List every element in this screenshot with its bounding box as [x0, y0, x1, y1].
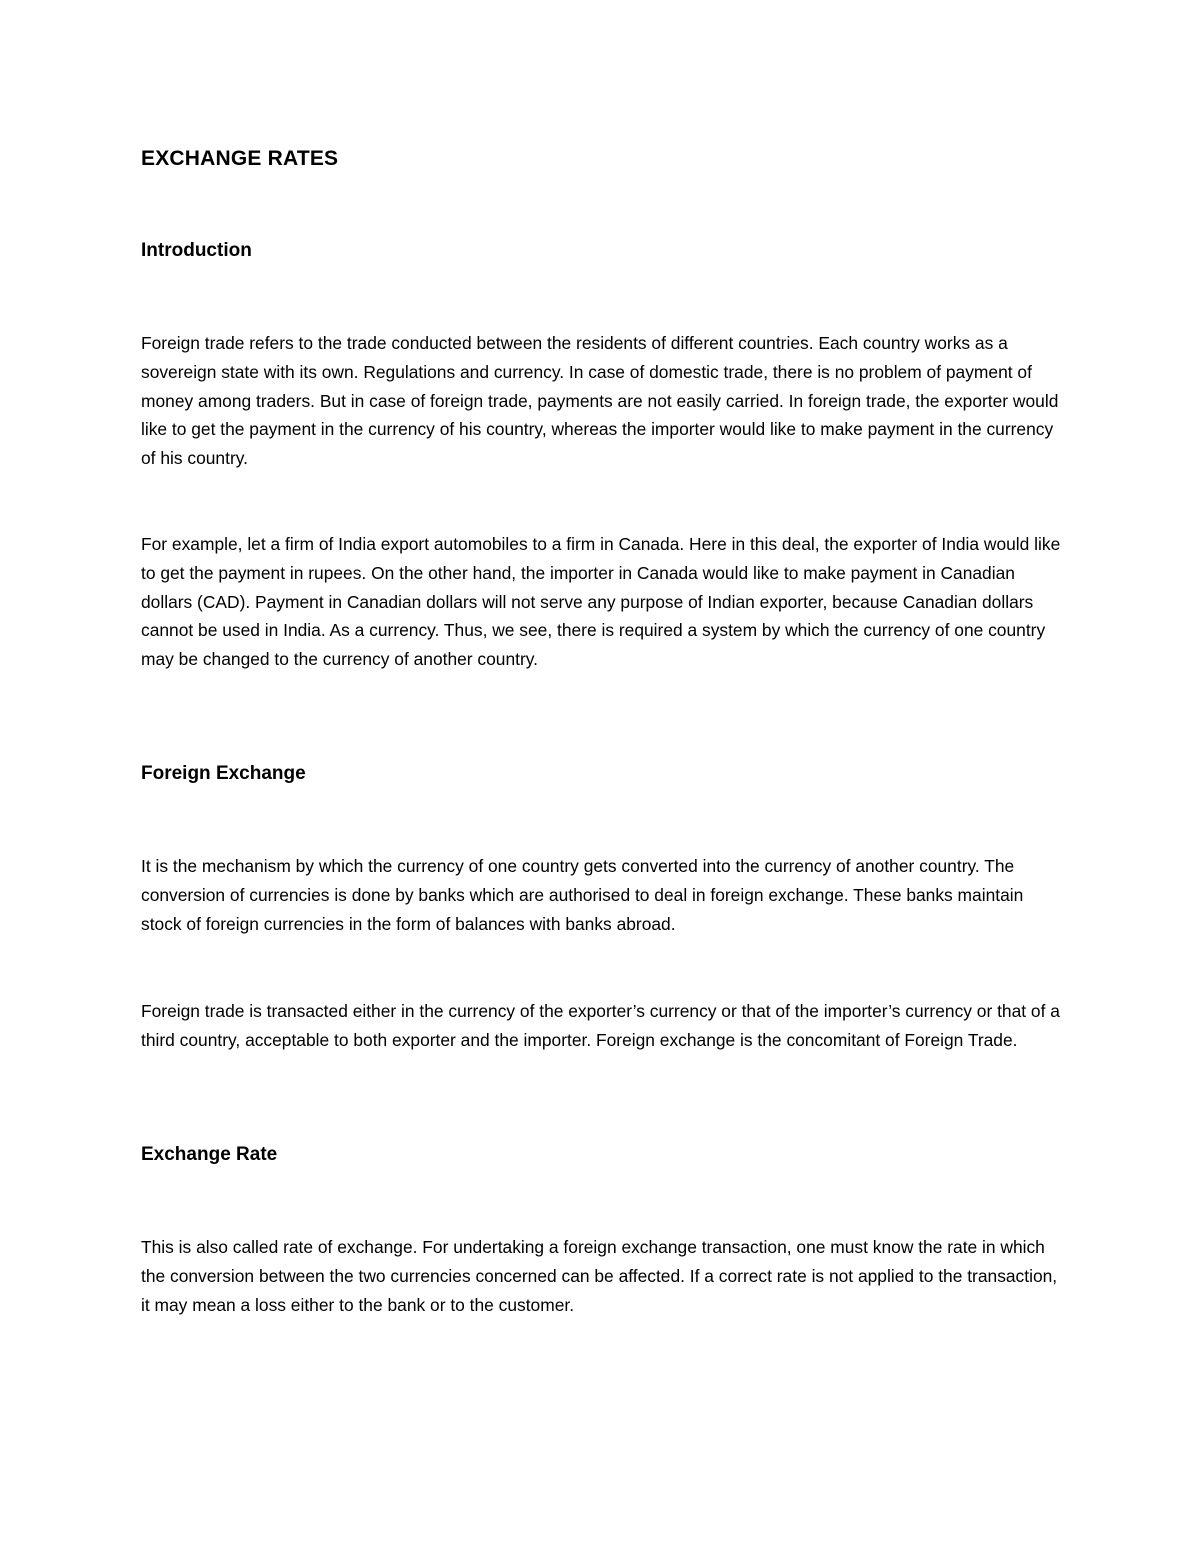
section-heading-introduction: Introduction: [141, 240, 252, 261]
section-heading-exchange-rate: Exchange Rate: [141, 1144, 278, 1165]
paragraph-exchange-rate-1: This is also called rate of exchange. For undertaking a foreign exchange transaction, one must know the rate in which the conversion between the two currencies concerned can be affected. If a correct rate is not applied to the transaction, it may mean a loss either to the bank or to the customer.: [141, 1237, 1058, 1315]
section-heading-foreign-exchange: Foreign Exchange: [141, 763, 306, 784]
document-title: EXCHANGE RATES: [141, 147, 339, 170]
paragraph-foreign-exchange-1: It is the mechanism by which the currency of one country gets converted into the currency of another country. The conversion of currencies is done by banks which are authorised to deal in foreign exchange. These banks maintain stock of foreign currencies in the form of balances with banks abroad.: [141, 856, 1024, 934]
paragraph-introduction-1: Foreign trade refers to the trade conducted between the residents of different countries. Each country works as a sovereign state with its own. Regulations and currency. In case of domestic trade, there is no problem of payment of money among traders. But in case of foreign trade, payments are not easily carried. In foreign trade, the exporter would like to get the payment in the currency of his country, whereas the importer would like to make payment in the currency of his country.: [141, 333, 1059, 469]
paragraph-introduction-2: For example, let a firm of India export automobiles to a firm in Canada. Here in this deal, the exporter of India would like to get the payment in rupees. On the other hand, the importer in Canada would like to make payment in Canadian dollars (CAD). Payment in Canadian dollars will not serve any purpose of Indian exporter, because Canadian dollars cannot be used in India. As a currency. Thus, we see, there is required a system by which the currency of one country may be changed to the currency of another country.: [141, 534, 1061, 670]
paragraph-foreign-exchange-2: Foreign trade is transacted either in the currency of the exporter’s currency or that of the importer’s currency or that of a third country, acceptable to both exporter and the importer. Foreign exchange is the concomitant of Foreign Trade.: [141, 1001, 1060, 1050]
